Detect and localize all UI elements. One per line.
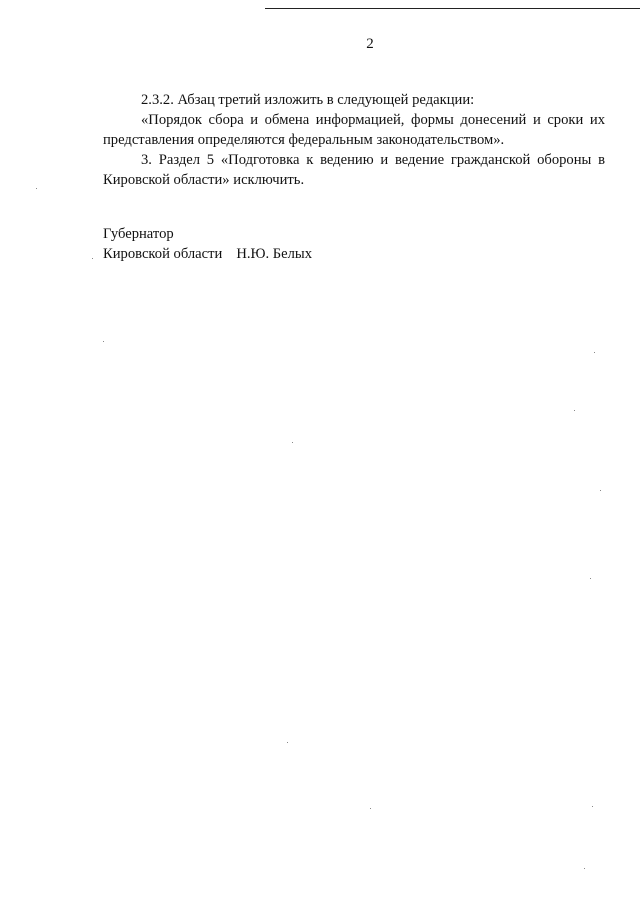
- scan-speck: [370, 808, 371, 809]
- signature-region: Кировской области: [103, 246, 223, 262]
- document-body: [103, 90, 605, 190]
- signature-title: Губернатор: [103, 226, 174, 242]
- paragraph-amendment-text: «Порядок сбора и обмена информацией, формы донесений и сроки их представления определяются федеральным законодательством».: [103, 112, 605, 148]
- scan-speck: [590, 578, 591, 579]
- signature-title-line2: [103, 244, 312, 264]
- scan-speck: [600, 490, 601, 491]
- scan-speck: [594, 352, 595, 353]
- paragraph-section-removal: 3. Раздел 5 «Подготовка к ведению и ведение гражданской обороны в Кировской области» исключить.: [103, 152, 605, 188]
- top-rule: [265, 8, 640, 9]
- scan-speck: [584, 868, 585, 869]
- page-number: 2: [366, 36, 374, 52]
- scan-speck: [36, 188, 37, 189]
- signature-block: [103, 224, 312, 264]
- scan-speck: [92, 258, 93, 259]
- scan-speck: [292, 442, 293, 443]
- scan-speck: [287, 742, 288, 743]
- scan-speck: [592, 806, 593, 807]
- scan-speck: [574, 410, 575, 411]
- signature-name: Н.Ю. Белых: [236, 246, 313, 262]
- scan-speck: [103, 341, 104, 342]
- paragraph-amendment-heading: 2.3.2. Абзац третий изложить в следующей редакции:: [141, 92, 475, 108]
